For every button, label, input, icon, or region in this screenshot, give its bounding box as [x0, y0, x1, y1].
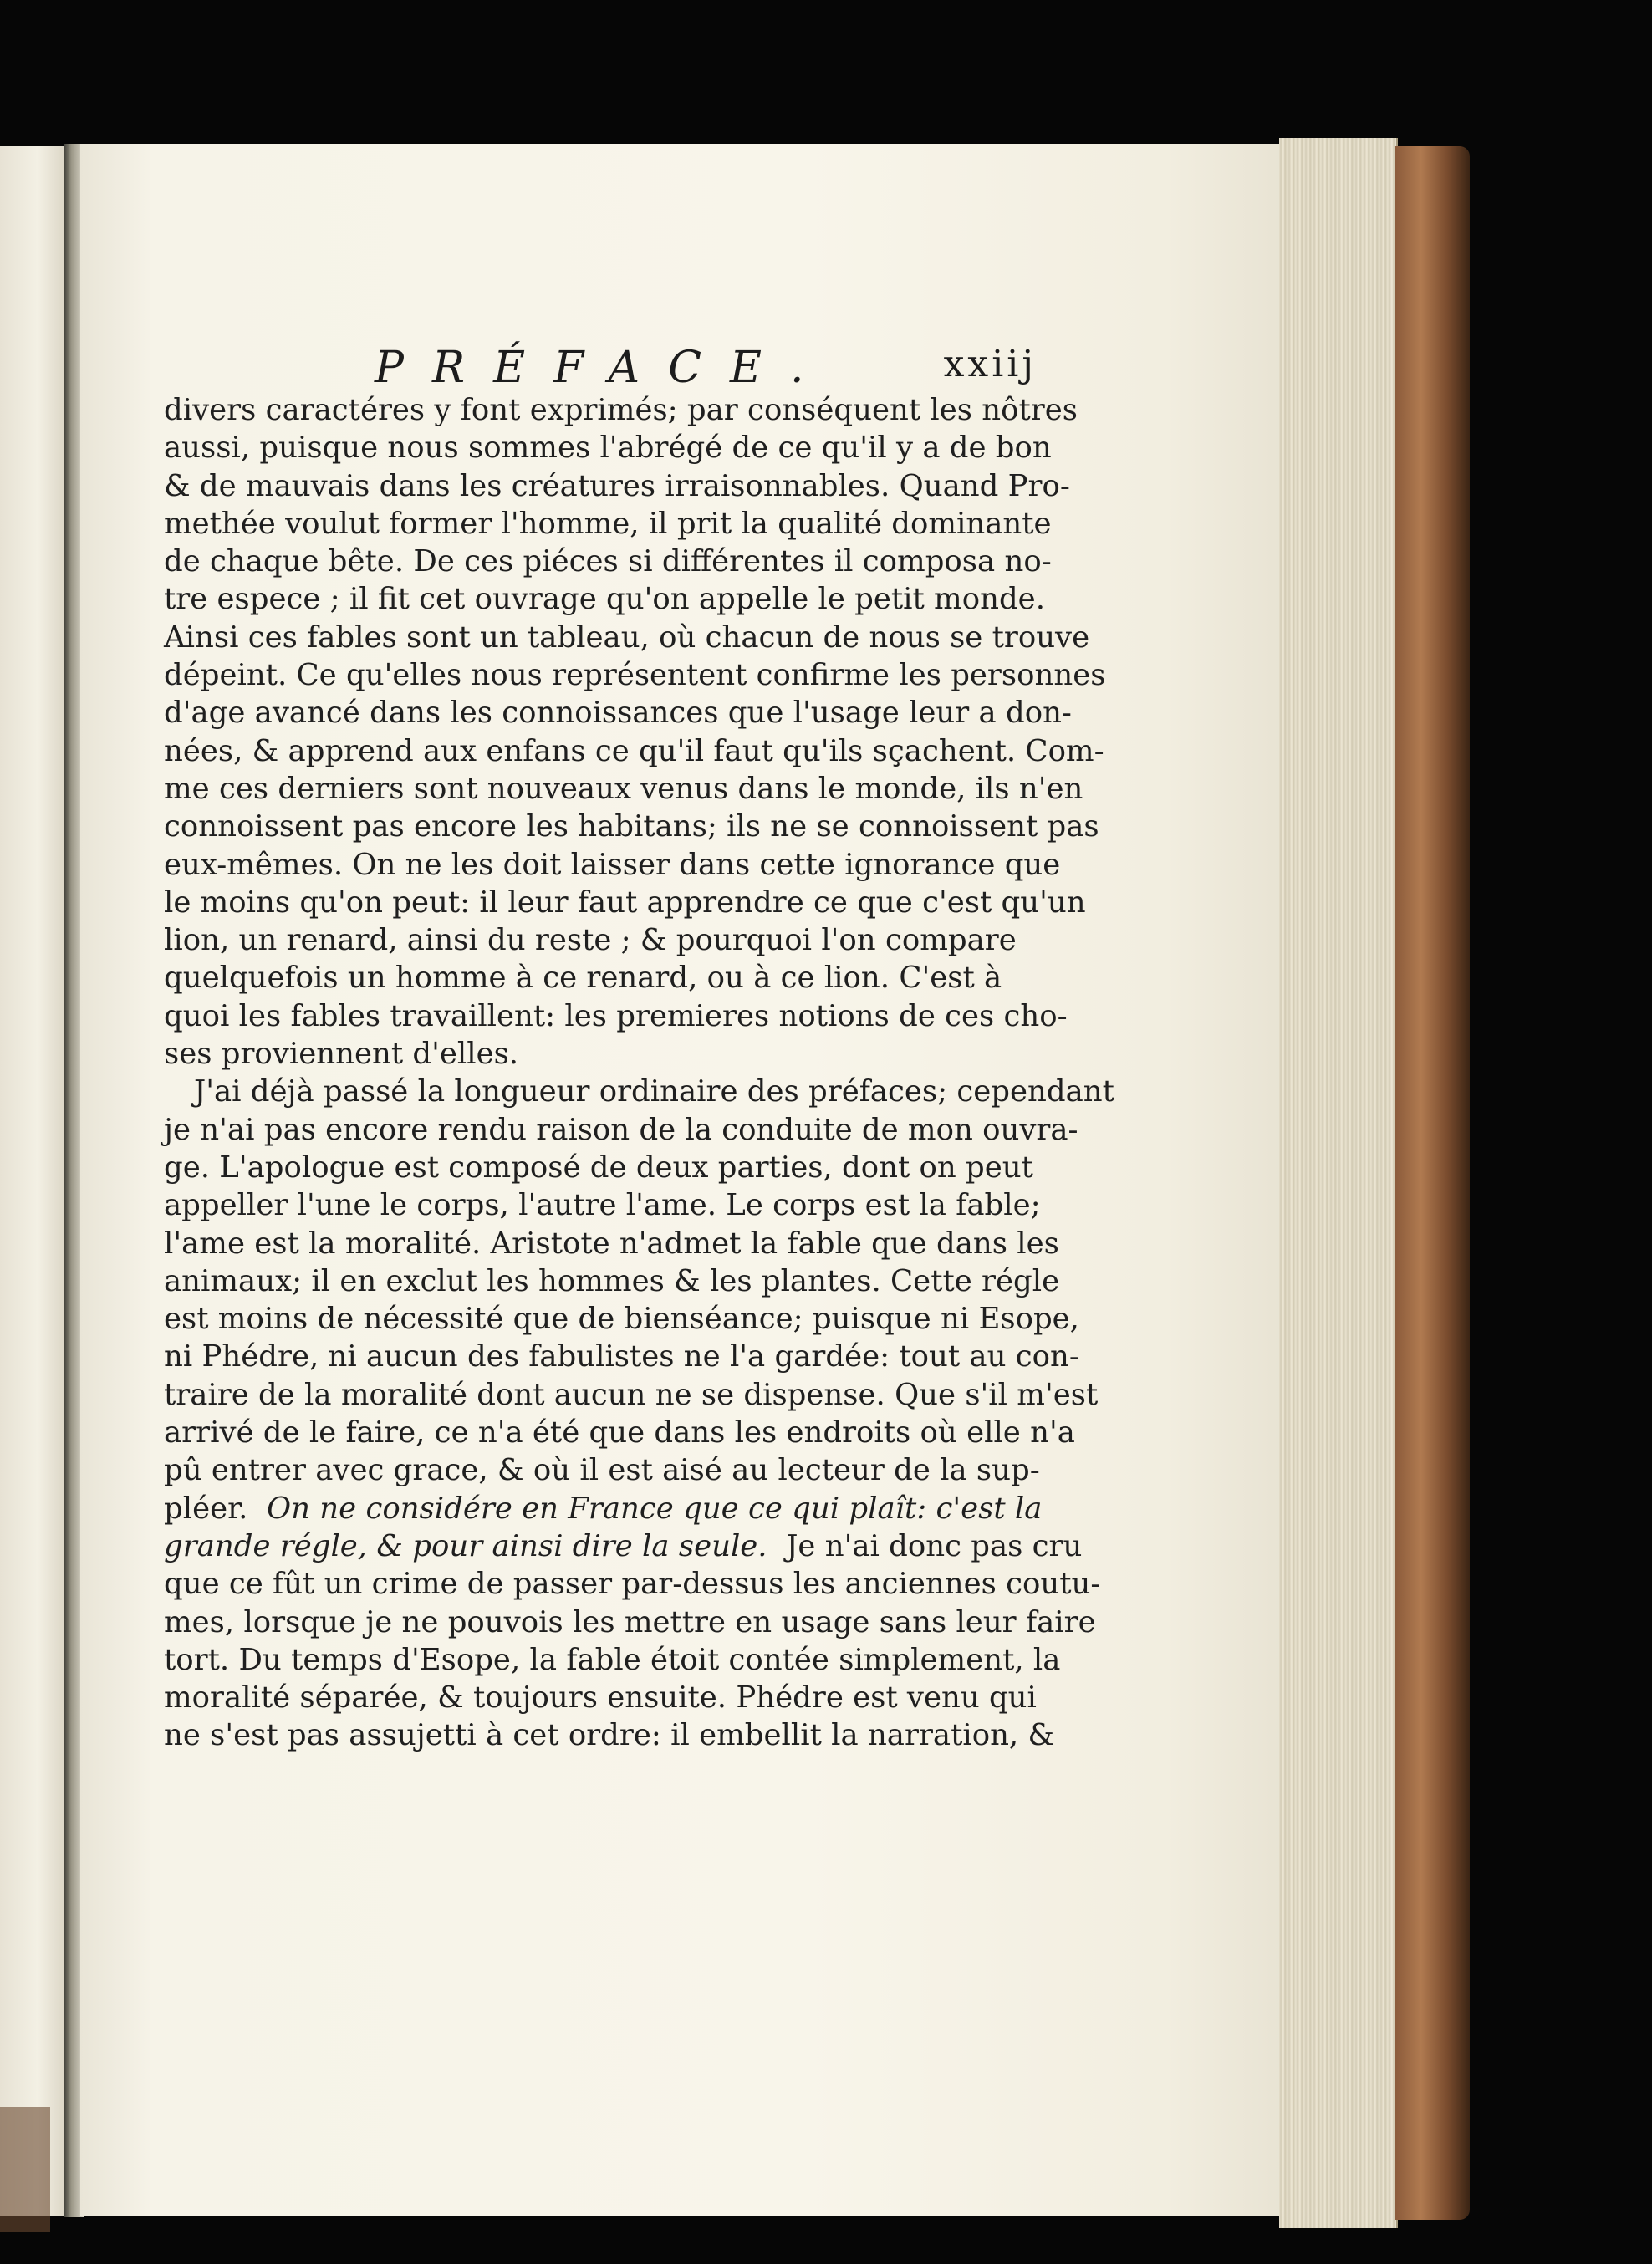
text-segment: Je n'ai donc pas cru: [786, 1528, 1083, 1563]
right-cover: [1395, 146, 1470, 2220]
left-cover: [0, 2107, 50, 2232]
text-line: je n'ai pas encore rendu raison de la conduite de mon ouvra-: [164, 1112, 1078, 1147]
text-line: ge. L'apologue est composé de deux parties, dont on peut: [164, 1150, 1033, 1185]
text-line: lion, un renard, ainsi du reste ; & pourquoi l'on compare: [164, 923, 1017, 958]
text-line: le moins qu'on peut: il leur faut apprendre ce que c'est qu'un: [164, 885, 1086, 920]
text-line: quoi les fables travaillent: les premieres notions de ces cho-: [164, 998, 1068, 1033]
left-page-edge: [0, 146, 69, 2216]
text-line: animaux; il en exclut les hommes & les plantes. Cette régle: [164, 1263, 1060, 1298]
text-line: moralité séparée, & toujours ensuite. Phédre est venu qui: [164, 1680, 1037, 1716]
text-line: tre espece ; il fit cet ouvrage qu'on appelle le petit monde.: [164, 582, 1045, 617]
page-edges: [1279, 138, 1398, 2228]
text-line: que ce fût un crime de passer par-dessus les anciennes coutu-: [164, 1567, 1101, 1602]
text-line: mes, lorsque je ne pouvois les mettre en usage sans leur faire: [164, 1604, 1096, 1639]
text-line: me ces derniers sont nouveaux venus dans le monde, ils n'en: [164, 771, 1083, 806]
text-line: arrivé de le faire, ce n'a été que dans les endroits où elle n'a: [164, 1415, 1075, 1451]
text-line: l'ame est la moralité. Aristote n'admet la fable que dans les: [164, 1226, 1059, 1261]
mixed-text-line: [164, 1490, 1043, 1527]
text-line: eux-mêmes. On ne les doit laisser dans cette ignorance que: [164, 847, 1061, 882]
text-line: connoissent pas encore les habitans; ils ne se connoissent pas: [164, 809, 1099, 844]
text-line: & de mauvais dans les créatures irraisonnables. Quand Pro-: [164, 468, 1070, 503]
text-line: appeller l'une le corps, l'autre l'ame. Le corps est la fable;: [164, 1188, 1041, 1223]
paragraph-start-line: J'ai déjà passé la longueur ordinaire des préfaces; cependant: [194, 1074, 1114, 1109]
text-line: ni Phédre, ni aucun des fabulistes ne l'a gardée: tout au con-: [164, 1339, 1079, 1374]
text-line: ses proviennent d'elles.: [164, 1037, 519, 1072]
text-line: nées, & apprend aux enfans ce qu'il faut qu'ils sçachent. Com-: [164, 733, 1104, 768]
page-number: xxiij: [943, 343, 1037, 385]
mixed-text-line: [164, 1527, 1083, 1565]
text-line: aussi, puisque nous sommes l'abrégé de ce qu'il y a de bon: [164, 431, 1052, 466]
text-line: quelquefois un homme à ce renard, ou à ce lion. C'est à: [164, 961, 1002, 996]
text-segment: pléer.: [164, 1491, 248, 1526]
text-line: dépeint. Ce qu'elles nous représentent confirme les personnes: [164, 658, 1106, 693]
text-line: pû entrer avec grace, & où il est aisé au lecteur de la sup-: [164, 1453, 1040, 1488]
text-line: est moins de nécessité que de bienséance; puisque ni Esope,: [164, 1302, 1079, 1337]
body-text: [164, 391, 1114, 1755]
text-line: tort. Du temps d'Esope, la fable étoit contée simplement, la: [164, 1642, 1061, 1677]
text-line: divers caractéres y font exprimés; par conséquent les nôtres: [164, 393, 1078, 427]
italic-text-segment: grande régle, & pour ainsi dire la seule.: [164, 1528, 767, 1563]
running-title: PRÉFACE.: [375, 343, 833, 393]
text-line: ne s'est pas assujetti à cet ordre: il embellit la narration, &: [164, 1718, 1055, 1753]
text-line: traire de la moralité dont aucun ne se dispense. Que s'il m'est: [164, 1377, 1099, 1412]
text-line: methée voulut former l'homme, il prit la qualité dominante: [164, 506, 1052, 541]
text-line: Ainsi ces fables sont un tableau, où chacun de nous se trouve: [164, 620, 1090, 655]
text-line: d'age avancé dans les connoissances que l'usage leur a don-: [164, 696, 1072, 731]
text-line: de chaque bête. De ces piéces si différentes il composa no-: [164, 544, 1052, 579]
italic-text-segment: On ne considére en France que ce qui plaît: c'est la: [267, 1491, 1043, 1526]
